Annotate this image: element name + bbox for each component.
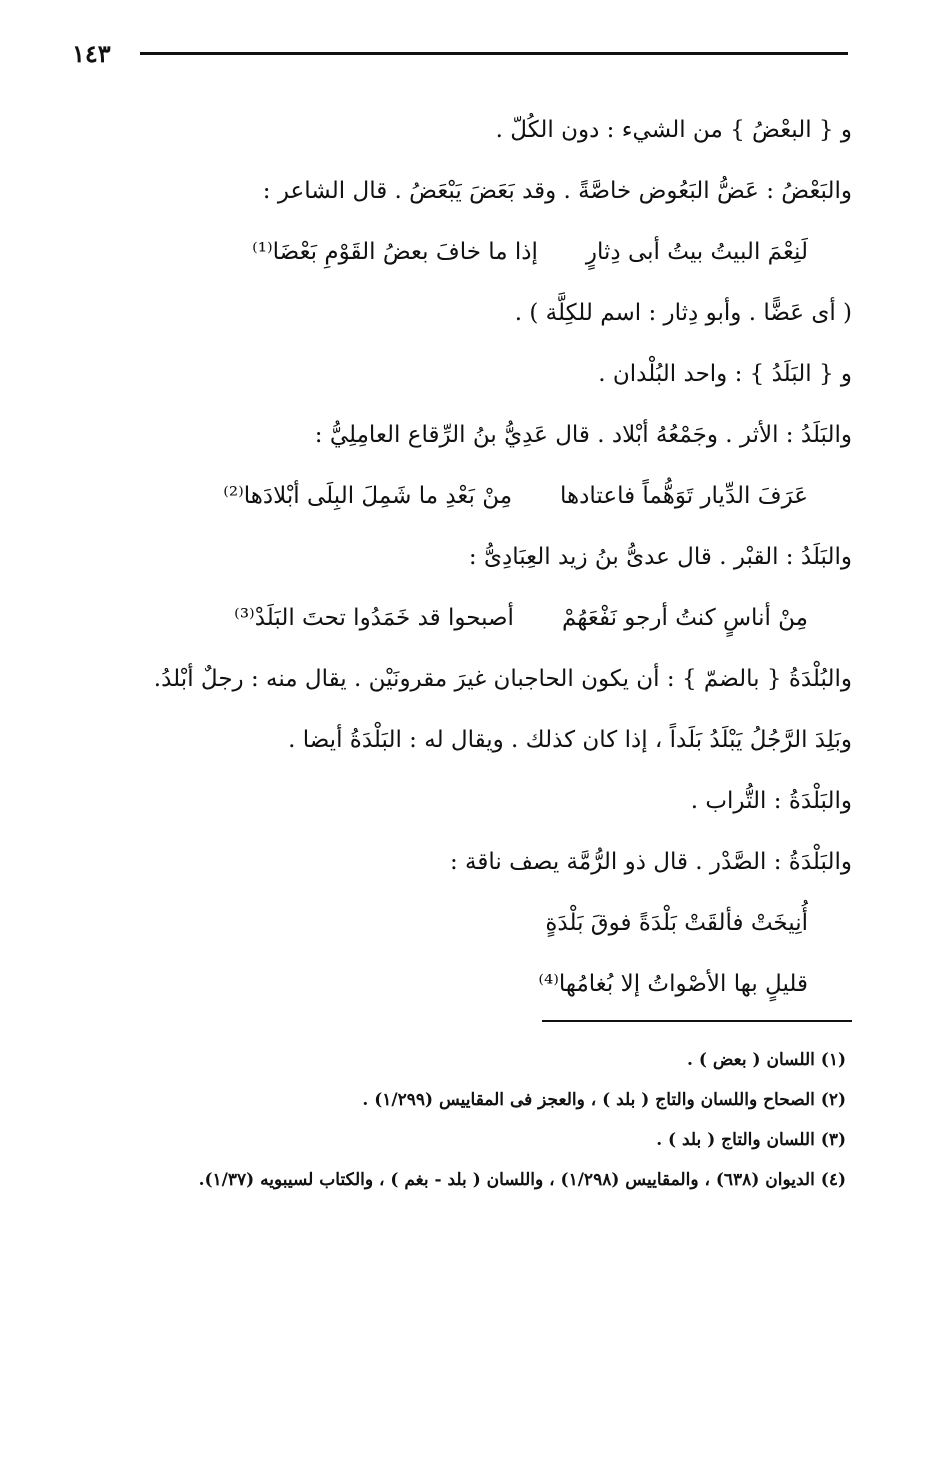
entry-line: و { البعْضُ } من الشيء : دون الكُلّ . — [495, 117, 852, 143]
main-text — [70, 100, 852, 1015]
footnote: (١) اللسان ( بعض ) . — [687, 1050, 846, 1070]
footnote: (٤) الديوان (٦٣٨) ، والمقاييس (١/٢٩٨) ، واللسان ( بلد - بغم ) ، والكتاب لسيبويه (١/٣٧). — [198, 1170, 846, 1190]
verse-first-hemistich: عَرَفَ الدِّيار تَوَهُّماً فاعتادها — [560, 483, 808, 509]
entry-line: ( أى عَضًّا . وأبو دِثار : اسم للكِلَّة ) . — [514, 300, 852, 326]
verse-first-hemistich: لَنِعْمَ البيتُ بيتُ أبى دِثارٍ — [585, 239, 808, 265]
verse-second-hemistich: مِنْ بَعْدِ ما شَمِلَ البِلَى أبْلادَها⁽²⁾ — [223, 483, 513, 509]
entry-line: والبَعْضُ : عَضُّ البَعُوض خاصَّةً . وقد بَعَضَ يَبْعَضُ . قال الشاعر : — [262, 178, 852, 204]
page-number: ١٤٣ — [72, 39, 111, 68]
poetry-line: أُنِيخَتْ فألقَتْ بَلْدَةً فوقَ بَلْدَةٍ — [545, 910, 808, 936]
poetry-verse — [70, 222, 852, 283]
header-rule — [140, 52, 848, 55]
footnote: (٣) اللسان والتاج ( بلد ) . — [656, 1130, 846, 1150]
entry-line: وبَلِدَ الرَّجُلُ يَبْلَدُ بَلَداً ، إذا كان كذلك . ويقال له : البَلْدَةُ أيضا . — [288, 727, 852, 753]
poetry-verse — [70, 466, 852, 527]
verse-second-hemistich: أصبحوا قد خَمَدُوا تحتَ البَلَدْ⁽³⁾ — [234, 605, 514, 631]
entry-line: والبَلَدُ : القبْر . قال عدىُّ بنُ زيد العِبَادِىُّ : — [468, 544, 852, 570]
verse-first-hemistich: مِنْ أناسٍ كنتُ أرجو نَفْعَهُمْ — [561, 605, 808, 631]
page-header — [72, 34, 848, 74]
entry-line: والبُلْدَةُ { بالضمّ } : أن يكون الحاجبان غيرَ مقرونَيْن . يقال منه : رجلٌ أبْلدُ. — [153, 666, 852, 692]
entry-line: والبَلْدَةُ : الصَّدْر . قال ذو الرُّمَّة يصف ناقة : — [449, 849, 852, 875]
entry-line: والبَلْدَةُ : التُّراب . — [690, 788, 852, 814]
footnote-rule — [542, 1020, 852, 1022]
verse-second-hemistich: إذا ما خافَ بعضُ القَوْمِ بَعْضَا⁽¹⁾ — [252, 239, 538, 265]
entry-line: و { البَلَدُ } : واحد البُلْدان . — [598, 361, 852, 387]
entry-line: والبَلَدُ : الأثر . وجَمْعُهُ أبْلاد . قال عَدِيُّ بنُ الرِّقاع العامِلِيُّ : — [314, 422, 852, 448]
poetry-verse — [70, 588, 852, 649]
footnote: (٢) الصحاح واللسان والتاج ( بلد ) ، والعجز فى المقاييس (١/٢٩٩) . — [362, 1090, 846, 1110]
poetry-line: قليلٍ بها الأصْواتُ إلا بُغامُها⁽⁴⁾ — [538, 971, 808, 997]
